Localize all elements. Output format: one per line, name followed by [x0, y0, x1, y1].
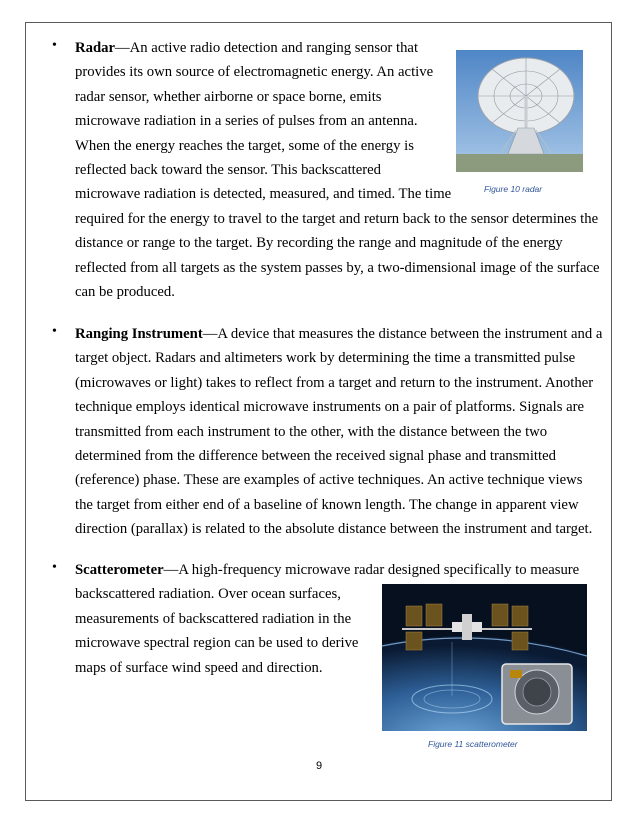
ranging-line: technique employs identical microwave instruments on a pair of platforms. Signals are [75, 399, 585, 416]
radar-line: provides its own source of electromagnetic energy. An active [75, 64, 434, 81]
scatterometer-line: maps of surface wind speed and direction. [75, 659, 323, 676]
ranging-paragraph [75, 322, 602, 542]
radar-line: When the energy reaches the target, some of the energy is [75, 137, 414, 154]
page-number: 9 [315, 760, 323, 772]
ranging-line: —A device that measures the distance between the instrument and a [202, 326, 603, 342]
radar-line: reflected from all targets as the system passes by, a two-dimensional image of the surface [75, 259, 600, 276]
radar-line: required for the energy to travel to the target and return back to the sensor determines the [75, 210, 599, 227]
ranging-line: determined from the difference between the received signal phase and transmitted [75, 448, 556, 465]
bullet-marker: • [52, 560, 57, 575]
scatterometer-line: microwave spectral region can be used to derive [75, 635, 359, 652]
scatterometer-line: measurements of backscattered radiation in the [75, 610, 352, 627]
radar-line: radar sensor, whether airborne or space borne, emits [75, 88, 382, 105]
radar-line: microwave radiation in a series of pulses from an antenna. [75, 113, 418, 130]
scatterometer-image [382, 584, 587, 731]
bullet-marker: • [52, 38, 57, 53]
bullet-marker: • [52, 324, 57, 339]
ranging-line: target object. Radars and altimeters work by determining the time a transmitted pulse [75, 350, 576, 367]
scatterometer-line: —A high-frequency microwave radar designed specifically to measure [163, 562, 580, 578]
ranging-line: direction (parallax) is related to the absolute distance between the instrument and target. [75, 521, 593, 538]
ranging-line: transmitted from each instrument to the other, with the distance between the two [75, 423, 548, 440]
radar-term: Radar [75, 40, 115, 56]
radar-line: distance or range to the target. By recording the range and magnitude of the energy [75, 235, 563, 252]
scatterometer-line: backscattered radiation. Over ocean surfaces, [75, 586, 341, 603]
scatterometer-figure-caption: Figure 11 scatterometer [428, 739, 518, 749]
scatterometer-term: Scatterometer [75, 562, 164, 578]
radar-figure-caption: Figure 10 radar [484, 184, 543, 194]
ranging-line: (microwaves or light) takes to reflect from a target and return to the instrument. Another [75, 374, 594, 391]
ranging-line: the target from either end of a baseline of known length. The change in apparent view [75, 496, 579, 513]
ranging-term: Ranging Instrument [75, 326, 203, 342]
radar-line: reflected back toward the sensor. This backscattered [75, 162, 381, 179]
radar-line: can be produced. [75, 284, 175, 301]
radar-line: microwave radiation is detected, measured, and timed. The time [75, 186, 452, 203]
radar-line: —An active radio detection and ranging sensor that [114, 40, 419, 56]
radar-dish-image [456, 50, 583, 172]
ranging-line: (reference) phase. These are examples of active techniques. An active technique views [75, 472, 583, 489]
